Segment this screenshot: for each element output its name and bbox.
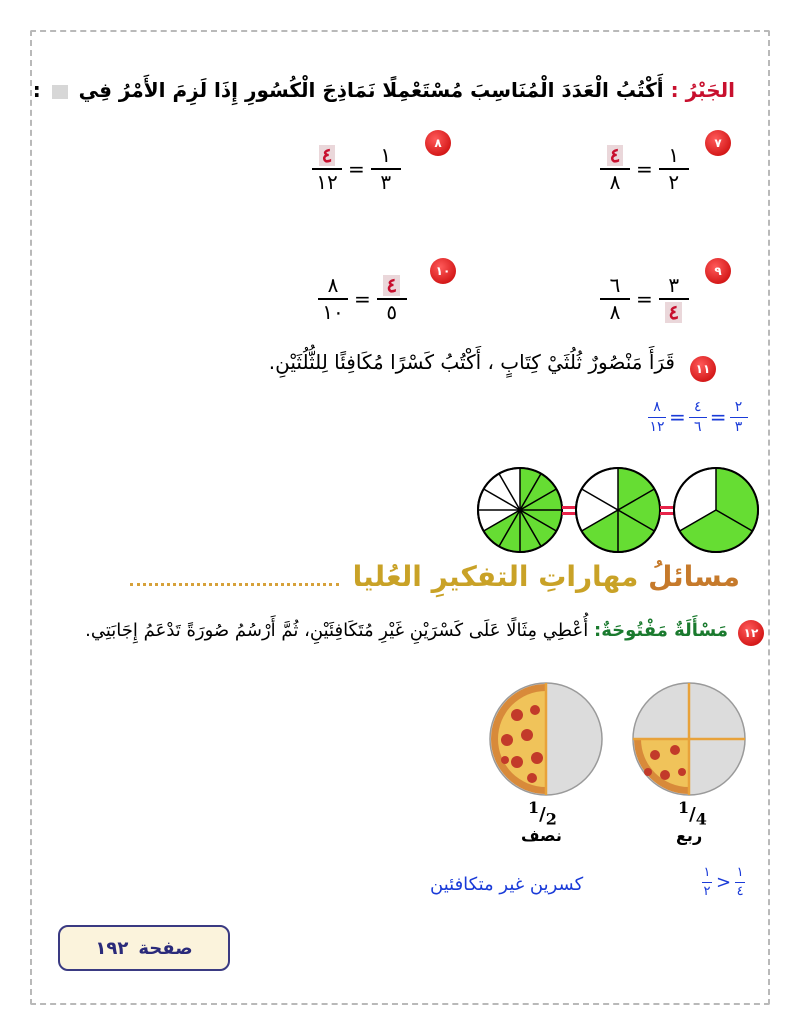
quarter-denominator: 4	[695, 809, 707, 829]
quarter-word: ربع	[676, 826, 703, 845]
section-heading-row	[130, 560, 740, 593]
problem-9-number: ٩	[705, 258, 731, 284]
quarter-fraction-label: $^1/_4$	[678, 798, 707, 829]
heading-dotted-line	[130, 567, 339, 586]
chain-fraction-3-num: ٢	[734, 399, 743, 415]
problem-10-left-numerator: ٨	[327, 273, 339, 297]
equal-mark-2	[660, 506, 674, 509]
compare-right	[735, 866, 745, 898]
equal-mark-1	[562, 506, 576, 509]
problem-9-given-fraction-left	[600, 275, 630, 323]
problem-11-text: قَرَأَ مَنْصُورٌ ثُلُثَيْ كِتَابٍ ، أَكْتُبُ كَسْرًا مُكَافِئًا لِلثُّلُثَيْنِ.	[268, 350, 675, 374]
equals-sign: =	[636, 287, 653, 311]
half-fraction-label: $^1/_2$	[528, 798, 557, 829]
problem-12-question: أُعْطِي مِثَالًا عَلَى كَسْرَيْنِ غَيْرِ مُتَكَافِئَيْنِ، ثُمَّ أَرْسُمُ صُورَةً تَدْعَمُ إِجَابَتِي.	[85, 620, 589, 641]
chain-fraction-3	[730, 400, 748, 435]
problem-7-answer-numerator[interactable]: ٤	[607, 145, 624, 166]
heading-accent: مسائلُ	[648, 560, 740, 593]
problem-9-left-numerator: ٦	[609, 273, 621, 297]
problem-8-number: ٨	[425, 130, 451, 156]
chain-fraction-1-num: ٨	[653, 399, 661, 415]
pizza-quarter-diagram	[630, 680, 748, 798]
fraction-circle-models	[470, 460, 760, 560]
problem-8-answer-fraction	[312, 145, 342, 193]
problem-10-answer-fraction	[377, 275, 407, 323]
problem-9-answer-denominator[interactable]: ٤	[665, 302, 682, 323]
chain-fraction-1-den: ١٢	[649, 419, 665, 436]
page-number: ١٩٢	[95, 937, 129, 959]
problem-9-left-denominator: ٨	[609, 300, 621, 324]
problem-10-answer-numerator[interactable]: ٤	[383, 275, 400, 296]
quarter-numerator: 1	[678, 798, 690, 817]
problem-10-given-fraction	[318, 275, 348, 323]
chain-fraction-2-den: ٦	[694, 419, 702, 436]
circle-sixths	[576, 468, 660, 552]
greater-than-sign: >	[716, 871, 732, 893]
problem-8-equation	[312, 145, 401, 193]
half-numerator: 1	[528, 798, 540, 817]
compare-left-num: ١	[703, 865, 711, 880]
problem-8-answer-denominator: ١٢	[316, 170, 338, 194]
problem-8-given-fraction	[371, 145, 401, 193]
equals-sign: =	[709, 405, 727, 430]
problem-7-answer-fraction	[600, 145, 630, 193]
problem-9-answer-fraction	[659, 275, 689, 323]
section-heading	[353, 560, 740, 593]
problem-8-given-denominator: ٣	[380, 170, 392, 194]
half-denominator: 2	[545, 809, 557, 829]
chain-fraction-2-num: ٤	[694, 399, 702, 415]
problem-9-right-numerator: ٣	[668, 273, 680, 297]
pizza-half-diagram	[487, 680, 605, 798]
problem-12-number: ١٢	[738, 620, 764, 646]
open-problem-label: مَسْأَلَةٌ مَفْتُوحَةٌ:	[594, 620, 728, 641]
problem-11-number: ١١	[690, 356, 716, 382]
chain-fraction-3-den: ٣	[734, 419, 743, 436]
problem-7-given-numerator: ١	[668, 143, 680, 167]
chain-fraction-2	[689, 400, 707, 435]
circle-twelfths	[478, 468, 562, 552]
heading-text: مهاراتِ التفكيرِ العُليا	[352, 560, 639, 593]
instruction-label: الجَبْرُ :	[670, 78, 735, 102]
instruction-text: أَكْتُبُ الْعَدَدَ الْمُنَاسِبَ مُسْتَعْمِلًا نَمَاذِجَ الْكُسُورِ إِذَا لَزِمَ الأَمْرُ فِي	[78, 78, 664, 102]
equals-sign: =	[669, 405, 686, 430]
page-number-box	[58, 925, 230, 971]
equals-sign: =	[354, 287, 371, 311]
half-word: نصف	[521, 826, 562, 845]
compare-right-den: ٤	[736, 883, 744, 899]
problem-8-answer-numerator[interactable]: ٤	[319, 145, 336, 166]
problem-7-equation	[600, 145, 689, 193]
problem-7-answer-denominator: ٨	[609, 170, 621, 194]
compare-left-den: ٢	[703, 883, 711, 899]
problem-7-given-denominator: ٢	[668, 170, 680, 194]
equivalent-fraction-chain	[648, 400, 748, 435]
problem-8-given-numerator: ١	[380, 143, 392, 167]
problem-7-given-fraction	[659, 145, 689, 193]
circle-thirds	[674, 468, 758, 552]
page-label: صفحة	[138, 937, 193, 959]
answer-text: كسرين غير متكافئين	[430, 874, 584, 895]
instruction-end: :	[32, 78, 41, 102]
comparison	[702, 866, 745, 898]
problem-10-equation	[318, 275, 407, 323]
problem-10-right-denominator: ٥	[386, 300, 398, 324]
problem-7-number: ٧	[705, 130, 731, 156]
compare-left	[702, 866, 712, 898]
equals-sign: =	[636, 157, 653, 181]
compare-right-num: ١	[736, 865, 744, 880]
problem-10-left-denominator: ١٠	[322, 300, 344, 324]
problem-10-number: ١٠	[430, 258, 456, 284]
instruction	[33, 78, 735, 102]
chain-fraction-1	[648, 400, 666, 435]
blank-box	[52, 85, 68, 99]
problem-9-equation	[600, 275, 689, 323]
equals-sign: =	[348, 157, 365, 181]
problem-12-text	[85, 620, 728, 641]
